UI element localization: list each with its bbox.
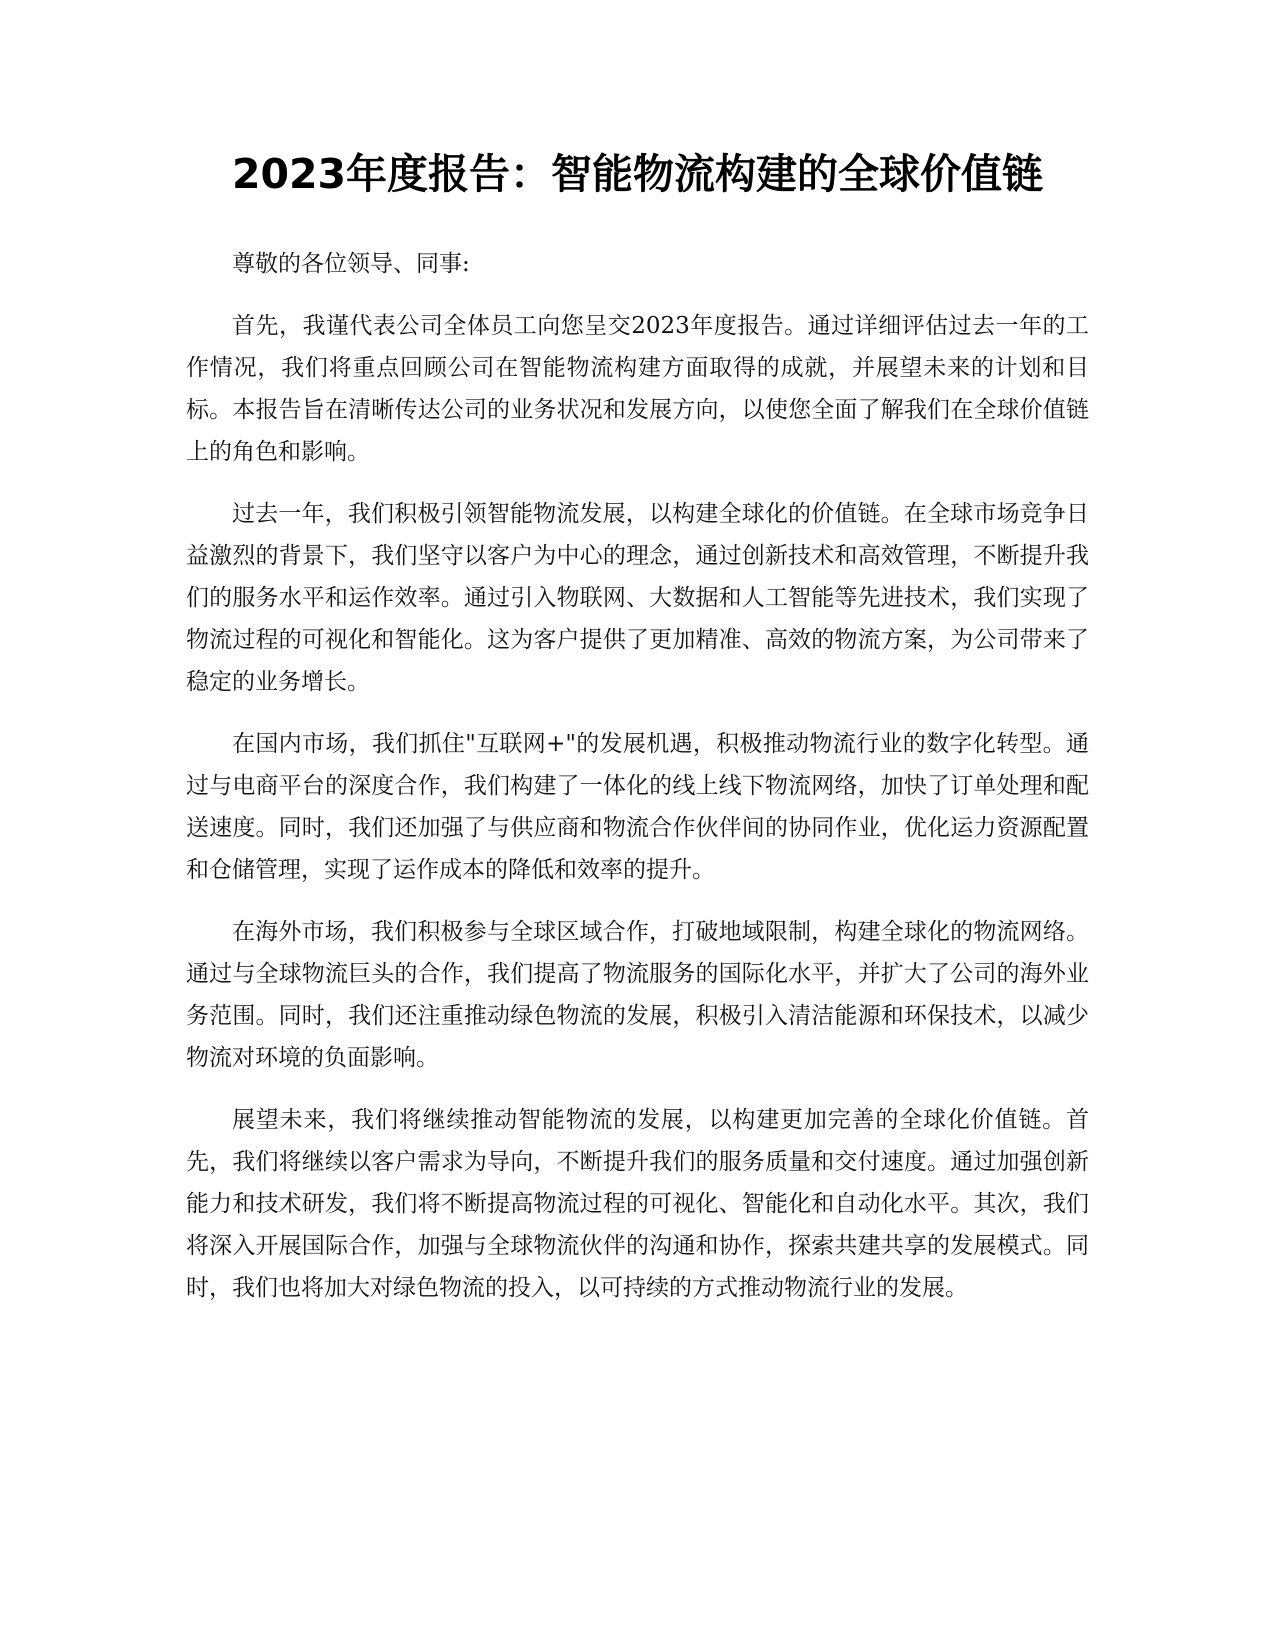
paragraph-introduction: 首先，我谨代表公司全体员工向您呈交2023年度报告。通过详细评估过去一年的工作情况，我们将重点回顾公司在智能物流构建方面取得的成就，并展望未来的计划和目标。本报告旨在清晰传达公司的业务状况和发展方向，以使您全面了解我们在全球价值链上的角色和影响。	[186, 313, 1089, 465]
document-body	[186, 243, 1089, 1329]
document-title: 2023年度报告：智能物流构建的全球价值链	[231, 150, 1044, 198]
paragraph-overseas-market: 在海外市场，我们积极参与全球区域合作，打破地域限制，构建全球化的物流网络。通过与全球物流巨头的合作，我们提高了物流服务的国际化水平，并扩大了公司的海外业务范围。同时，我们还注重推动绿色物流的发展，积极引入清洁能源和环保技术，以减少物流对环境的负面影响。	[186, 919, 1089, 1071]
salutation: 尊敬的各位领导、同事:	[232, 251, 470, 277]
paragraph-domestic-market: 在国内市场，我们抓住"互联网+"的发展机遇，积极推动物流行业的数字化转型。通过与电商平台的深度合作，我们构建了一体化的线上线下物流网络，加快了订单处理和配送速度。同时，我们还加强了与供应商和物流合作伙伴间的协同作业，优化运力资源配置和仓储管理，实现了运作成本的降低和效率的提升。	[186, 731, 1089, 883]
paragraph-outlook: 展望未来，我们将继续推动智能物流的发展，以构建更加完善的全球化价值链。首先，我们将继续以客户需求为导向，不断提升我们的服务质量和交付速度。通过加强创新能力和技术研发，我们将不断提高物流过程的可视化、智能化和自动化水平。其次，我们将深入开展国际合作，加强与全球物流伙伴的沟通和协作，探索共建共享的发展模式。同时，我们也将加大对绿色物流的投入，以可持续的方式推动物流行业的发展。	[186, 1107, 1089, 1301]
paragraph-past-year: 过去一年，我们积极引领智能物流发展，以构建全球化的价值链。在全球市场竞争日益激烈的背景下，我们坚守以客户为中心的理念，通过创新技术和高效管理，不断提升我们的服务水平和运作效率。通过引入物联网、大数据和人工智能等先进技术，我们实现了物流过程的可视化和智能化。这为客户提供了更加精准、高效的物流方案，为公司带来了稳定的业务增长。	[186, 501, 1089, 695]
